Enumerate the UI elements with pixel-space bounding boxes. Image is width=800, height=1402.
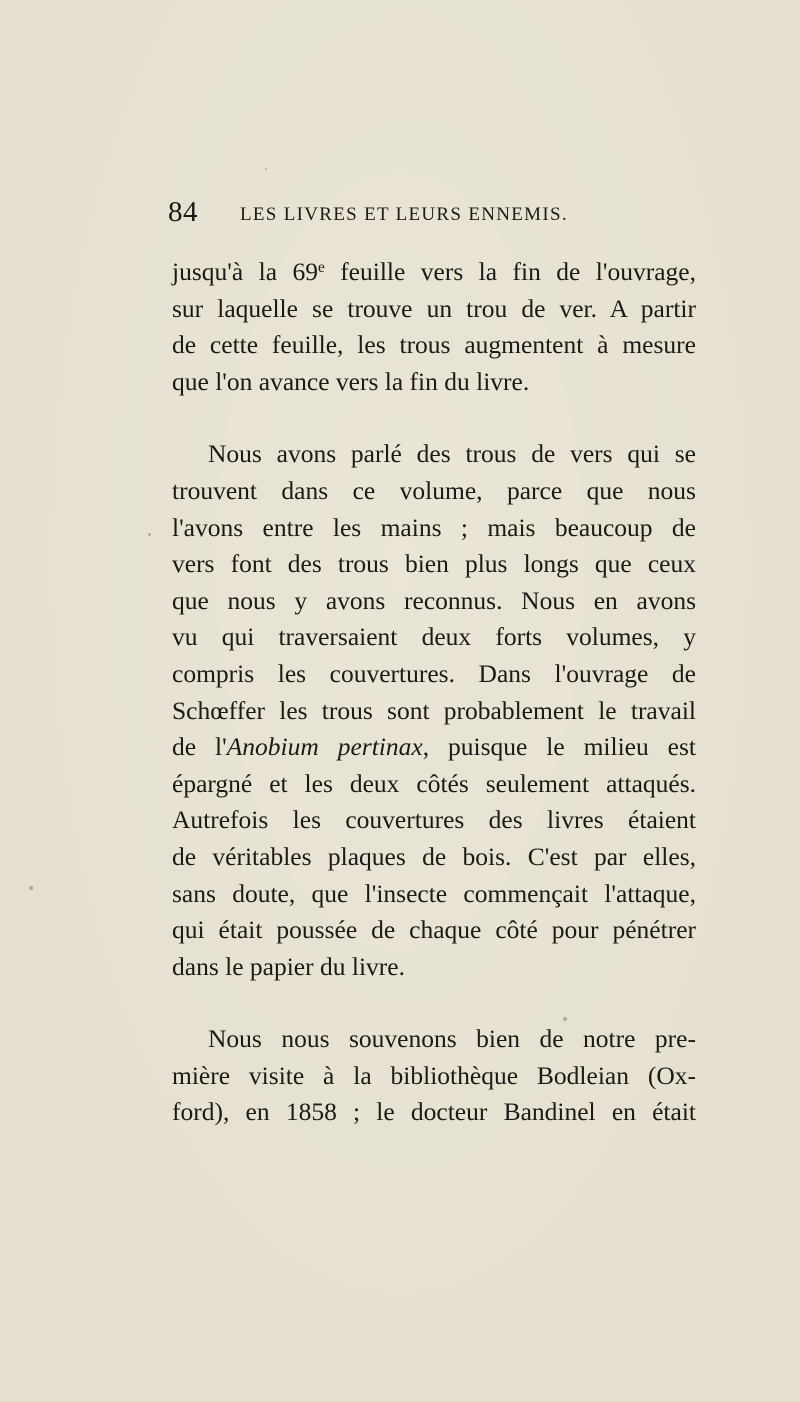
text-line: sur laquelle se trouve un trou de ver. A partir <box>172 293 696 323</box>
paper-speck <box>563 1017 567 1021</box>
text-line: Nous avons parlé des trous de vers qui se <box>208 439 696 469</box>
paragraph-1 <box>172 254 696 400</box>
paper-speck <box>265 168 267 170</box>
text-line: Nous nous souvenons bien de notre pre- <box>208 1024 696 1054</box>
running-head <box>168 196 628 236</box>
text-line: Schœffer les trous sont probablement le travail <box>172 695 696 725</box>
text-line: vers font des trous bien plus longs que ceux <box>172 549 696 579</box>
text-line: Autrefois les couvertures des livres étaient <box>172 805 696 835</box>
page-number: 84 <box>168 196 198 228</box>
text-line: que nous y avons reconnus. Nous en avons <box>172 585 696 615</box>
text-line: mière visite à la bibliothèque Bodleian (Ox- <box>172 1060 696 1090</box>
text-line: que l'on avance vers la fin du livre. <box>172 366 530 396</box>
text-line: compris les couvertures. Dans l'ouvrage de <box>172 658 696 688</box>
text-line: qui était poussée de chaque côté pour pénétrer <box>172 915 696 945</box>
text-line: ford), en 1858 ; le docteur Bandinel en était <box>172 1097 696 1127</box>
text-line: épargné et les deux côtés seulement attaqués. <box>172 768 696 798</box>
paper-speck <box>148 533 151 536</box>
text-line: trouvent dans ce volume, parce que nous <box>172 475 696 505</box>
text-line: de cette feuille, les trous augmentent à mesure <box>172 330 696 360</box>
running-title: LES LIVRES ET LEURS ENNEMIS. <box>240 204 568 225</box>
paragraph-2 <box>172 436 696 985</box>
paper-speck <box>29 886 33 890</box>
paragraph-3 <box>172 1021 696 1131</box>
text-line: de véritables plaques de bois. C'est par elles, <box>172 841 696 871</box>
text-line: jusqu'à la 69e feuille vers la fin de l'ouvrage, <box>172 257 696 286</box>
text-line: dans le papier du livre. <box>172 951 405 981</box>
text-line: l'avons entre les mains ; mais beaucoup de <box>172 512 696 542</box>
body-text <box>172 254 696 1131</box>
text-line: vu qui traversaient deux forts volumes, y <box>172 622 696 652</box>
text-line-italic-name: de l'Anobium pertinax, puisque le milieu est <box>172 732 697 762</box>
text-line: sans doute, que l'insecte commençait l'attaque, <box>172 878 696 908</box>
